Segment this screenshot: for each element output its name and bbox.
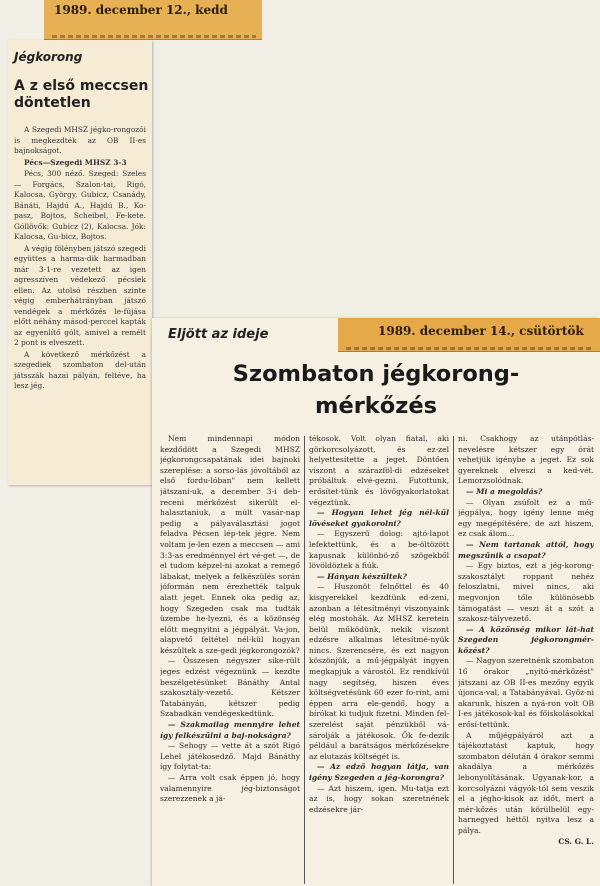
clipping2-date: 1989. december 14., csütörtök [378,324,584,338]
clipping2-headline-line-1: Szombaton jégkorong- [232,361,520,387]
clipping2-section: Eljött az ideje [168,327,269,342]
article-paragraph: — Olyan zsúfolt ez a mű-jégpálya, hogy igény lenne még egy megépítésére, de azt hiszem, ez csak álom... [458,497,594,539]
interview-question: — Hogyan lehet jég nél-kül lövéseket gyakorolni? [309,508,449,528]
clipping1-paragraph: A végig fölényben játszó szegedi együttes a harma-dik harmadban már 3-1-re vezetett az igen agresszíven védekező pécsiek ellen. Az utolsó részben szinte végig emberhátrányban játszó vendégek a mérkőzés le-fújása előtt néhány másod-perccel kapták az egyenlítő gólt, amivel a remélt 2 pont is elveszett. [14,243,146,347]
article-paragraph: — Huszonöt felnőttel és 40 kisgyerekkel kezdtünk ed-zeni, azonban a létesítményi viszonyaink elég mostohák. Az MHSZ keretein belül működünk, nekik viszont edzésre alkalmas létesítmé-nyük nincs. Szerencsére, és ezt nagyon köszönjük, a mű-jégpályát ingyen megkapjuk a várostól. Ez rendkívül nagy segítség, hiszen éves költségvetésünk 60 ezer fo-rint, ami éppen arra ele-gendő, hogy a bírókat ki tudjuk fizetni. Minden fel-szerelést saját pénzükből vá-sárolják a játékosok. Ők fe-dezik például a barátságos mérkőzésekre az elutazás költségét is. [309,582,449,761]
clipping-2 [152,318,600,886]
article-paragraph: — Egyszerű dolog: ajtó-lapot lefektettünk, és a be-öltözött kapusnak különbö-ző szögekből lövöldöztek a fiúk. [309,529,449,571]
article-paragraph: — Egy biztos, ezt a jég-korong-szakosztályt roppant nehéz feloszlatni, mivel nincs, aki megvonjon tőle különösebb támogatást — veszi át a szót a szakosz-tályvezető. [458,561,594,624]
article-paragraph: — Arra volt csak éppen jó, hogy valamennyire jég-biztonságot szerezzenek a já- [160,773,300,804]
interview-question: — A közönség mikor lát-hat Szegeden jégkorongmér-kőzést? [458,624,594,655]
clipping1-headline-line-1: A z első meccsen [14,78,149,94]
clipping1-headline-line-2: döntetlen [14,95,91,111]
article-paragraph: A műjégpályáról azt a tájékoztatást kaptuk, hogy szombaton délután 4 órakor semmi akadálya a mérkőzés lebonyolításának. Ugyanak-kor, a korcsolyázni vágyók-tól sem veszik el a jégho-kisok az időt, mert a mér-kőzés után körülbelül egy-harnegyed héttől nyitva lesz a pálya. [458,730,594,835]
interview-question: — Hányan készültek? [317,571,407,581]
interview-question: — Nem tartanak attól, hogy megszűnik a csapat? [458,539,594,560]
column-divider [453,436,454,884]
article-paragraph: — Összesen négyszer sike-rült jeges edzést végeznünk — kezdte beszélgetésünket Bánáthy Antal szakosztály-vezető. Kétszer Tatabányán, kétszer pedig Szabadkán vendégeskedtünk. [160,656,300,719]
clipping1-score: Pécs—Szegedi MHSZ 3-3 [24,157,127,167]
clipping1-section: Jégkorong [14,50,83,64]
clipping-1 [8,40,152,485]
clipping1-paragraph: A következő mérkőzést a szegediek szombaton del-után játsszák hazai pályán, feltéve, ha lesz jég. [14,349,146,390]
article-paragraph: — Nagyon szeretnénk szombaton 16 órakor „nyitó-mérkőzést" játszani az OB II-es mezőny egyik újonca-val, a Tatabányával. Győz-ni akarunk, hiszen a nyá-ron volt OB I-es játékosok-kal és főiskolásokkal erősí-tettünk. [458,656,594,730]
interview-question: — Szakmailag mennyire lehet így felkészülni a baj-nokságra? [160,720,300,740]
date-strip-2 [338,318,600,352]
clipping1-paragraph: Pécs, 300 néző. Szeged: Szeles — Forgács, Szalon-tai, Rigó, Kalocsa, György, Gubicz, Csanády, Bánáti, Hajdú A., Hajdú B., Ko-pasz, Bojtos, Scheibel, Fe-kete. Góllövők: Gubicz (2), Kalocsa. Jók: Kalocsa, Gu-bicz, Bojtos. [14,169,146,241]
article-paragraph: ni. Csakhogy az utánpótlás-nevelésre kétszer egy órát vehetjük igénybe a jeget. Ez sok gyereknek elveszi a ked-vét. Lemorzsolódnak. [458,434,594,486]
interview-question: — Mi a megoldás? [466,486,543,496]
article-paragraph: — Azt hiszem, igen. Mu-tatja ezt az is, hogy sokan szeretnének edzésekre jár- [309,783,449,814]
clipping2-headline [152,358,600,422]
article-column-2 [309,434,449,884]
clipping1-date: 1989. december 12., kedd [54,3,228,17]
article-paragraph: — Sehogy — vette át a szót Rigó Lehel játékosedző. Majd Bánáthy így folytat-ta: [160,741,300,772]
cut-off-text-line [52,35,256,38]
interview-question: — Az edző hogyan látja, van igény Szegeden a jég-korongra? [309,762,449,782]
author-signature: CS. G. L. [558,836,594,846]
clipping1-paragraph: A Szegedi MHSZ jégko-rongozói is megkezdték az OB II-es bajnokságot. [14,125,146,155]
article-column-1 [160,434,300,884]
article-column-3 [458,434,594,884]
cut-off-text-line [346,347,594,350]
date-strip-1 [44,0,262,40]
clipping1-body [14,125,146,393]
article-paragraph: tékosok. Volt olyan fiatal, aki görkorcsolyázott, és ez-zel helyettesítette a jeget. Döntően viszont a szárazföl-di edzéseket próbáltuk elvé-gezni. Futottunk, erősítet-tünk és lövőgyakorlatokat végeztünk. [309,434,449,507]
clipping1-headline [14,78,152,112]
clipping2-headline-line-2: mérkőzés [315,393,437,419]
article-paragraph: Nem mindennapi módon kezdődött a Szegedi MHSZ jégkorongcsapatának idei bajnoki szereplése: a sorso-lás jóvoltából az első fordu-lóban" nem kellett játszani-uk, a december 3-i deb-receni mérkőzést sikerült el-halasztaniuk, a múlt vasár-nap pedig a pályaválasztási jogot feladva Pécsen lép-tek jégre. Nem voltam je-len ezen a meccsen — ami 3:3-as eredménnyel ért vé-get —, de el tudom képzel-ni azokat a remegő lábakat, melyek a felkészülés során jóformán nem érezhették talpuk alatt jeget. Ennek oka pedig az, hogy Szegeden csak ma tudták üzembe he-lyezni, és a közönség előtt megnyitni a jégpályát. Va-jon, alapvető feltétel nél-kül hogyan készültek a sze-gedi jégkorongozók? [160,434,300,655]
column-divider [304,436,305,884]
